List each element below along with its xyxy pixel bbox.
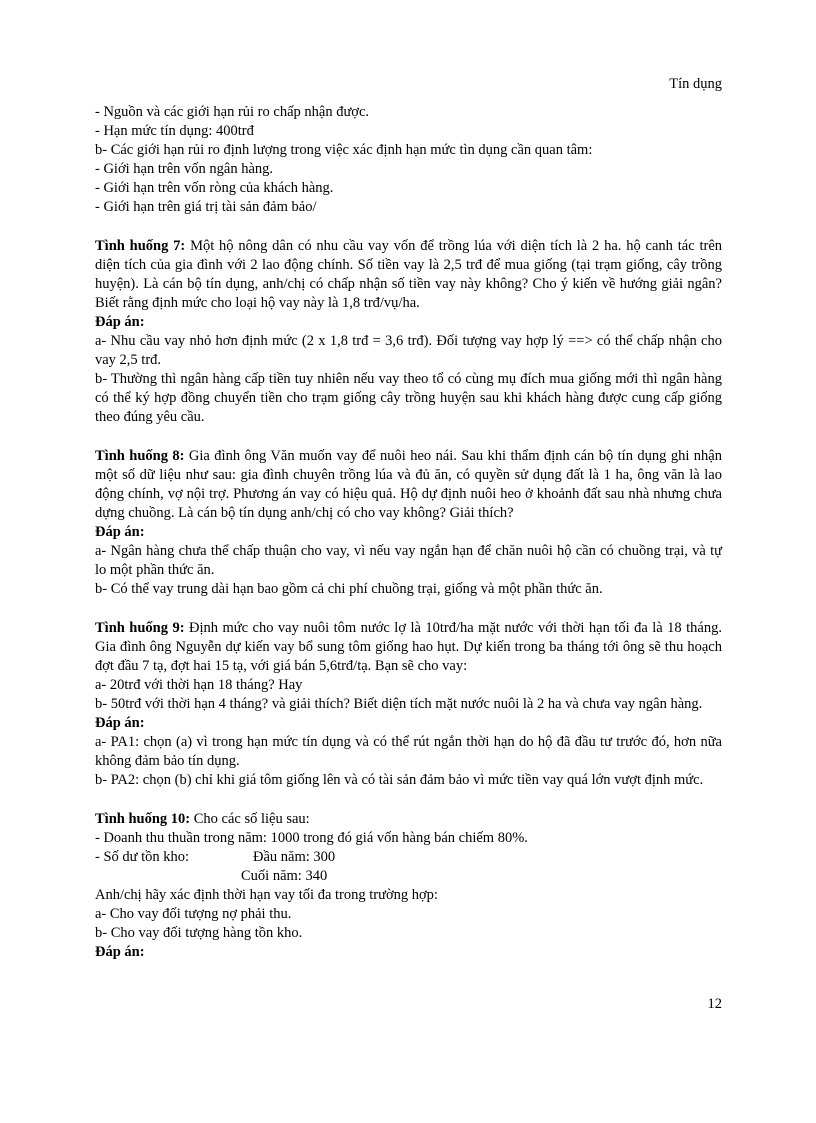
intro-line: - Nguồn và các giới hạn rủi ro chấp nhận được. xyxy=(95,104,370,120)
case-9-option-a: a- 20trđ với thời hạn 18 tháng? Hay xyxy=(95,677,303,693)
case-9-answer-b: b- PA2: chọn (b) chỉ khi giá tôm giống lên và có tài sản đảm bảo vì mức tiền vay quá lớn vượt định mức. xyxy=(95,772,704,788)
intro-line: - Giới hạn trên giá trị tài sản đảm bảo/ xyxy=(95,199,317,215)
case-7-label: Tình huống 7: xyxy=(95,238,186,254)
case-8-question: Tình huống 8: Gia đình ông Văn muốn vay để nuôi heo nái. Sau khi thẩm định cán bộ tín dụng ghi nhận một số dữ liệu như sau: gia đình chuyên trồng lúa và đủ ăn, có quyền sử dụng đất là 1 ha, ông văn là lao động chính, vợ nội trợ. Phương án vay có hiệu quả. Hộ dự định nuôi heo ở khoảnh đất sau nhà nhưng chưa dựng chuồng. Là cán bộ tín dụng anh/chị có cho vay không? Giải thích? xyxy=(95,448,722,521)
intro-line: b- Các giới hạn rủi ro định lượng trong việc xác định hạn mức tìn dụng cần quan tâm: xyxy=(95,142,593,158)
case-10-revenue: - Doanh thu thuần trong năm: 1000 trong đó giá vốn hàng bán chiếm 80%. xyxy=(95,830,528,846)
intro-line: - Hạn mức tín dụng: 400trđ xyxy=(95,123,254,139)
case-7-question: Tình huống 7: Một hộ nông dân có nhu cầu vay vốn để trồng lúa với diện tích là 2 ha. hộ canh tác trên diện tích của gia đình với 2 lao động chính. Số tiền vay là 2,5 trđ để mua giống (tại trạm giống, cây trồng huyện). Là cán bộ tín dụng, anh/chị có chấp nhận số tiền vay này không? Cho ý kiến về hướng giải ngân? Biết rằng định mức cho loại hộ vay này là 1,8 trđ/vụ/ha. xyxy=(95,238,723,311)
case-9-label: Tình huống 9: xyxy=(95,620,185,636)
case-9-option-b: b- 50trđ với thời hạn 4 tháng? và giải thích? Biết diện tích mặt nước nuôi là 2 ha và chưa vay ngân hàng. xyxy=(95,696,703,712)
intro-line: - Giới hạn trên vốn ròng của khách hàng. xyxy=(95,180,334,196)
case-10-option-b: b- Cho vay đối tượng hàng tồn kho. xyxy=(95,925,303,941)
case-8-answer-a: a- Ngân hàng chưa thể chấp thuận cho vay, vì nếu vay ngắn hạn để chăn nuôi hộ cần có chuồng trại, và tự lo một phần thức ăn. xyxy=(95,543,722,578)
page-header: Tín dụng xyxy=(669,76,722,92)
intro-line: - Giới hạn trên vốn ngân hàng. xyxy=(95,161,274,177)
case-10-label: Tình huống 10: xyxy=(95,811,191,827)
case-10-prompt: Anh/chị hãy xác định thời hạn vay tối đa trong trường hợp: xyxy=(95,887,438,903)
case-7-answer-b: b- Thường thì ngân hàng cấp tiền tuy nhiên nếu vay theo tổ có cùng mụ đích mua giống mới thì ngân hàng có thể ký hợp đồng chuyển tiền cho trạm giống cây trồng huyện sau khi khách hàng được cung cấp giống theo đúng yêu cầu. xyxy=(95,371,722,425)
case-10-option-a: a- Cho vay đối tượng nợ phải thu. xyxy=(95,906,292,922)
case-8-answer-label: Đáp án: xyxy=(95,524,145,540)
case-7-answer-a: a- Nhu cầu vay nhỏ hơn định mức (2 x 1,8 trđ = 3,6 trđ). Đối tượng vay hợp lý ==> có thể chấp nhận cho vay 2,5 trđ. xyxy=(95,333,722,368)
case-8-label: Tình huống 8: xyxy=(95,448,185,464)
inventory-start: Đầu năm: 300 xyxy=(253,849,336,865)
case-9-answer-label: Đáp án: xyxy=(95,715,145,731)
case-8-answer-b: b- Có thể vay trung dài hạn bao gồm cả chi phí chuồng trại, giống và một phần thức ăn. xyxy=(95,581,603,597)
page-number: 12 xyxy=(707,996,722,1012)
inventory-label: - Số dư tồn kho: xyxy=(95,849,190,865)
case-10-question: Tình huống 10: Cho các số liệu sau: xyxy=(95,811,310,827)
case-10-answer-label: Đáp án: xyxy=(95,944,145,960)
inventory-end: Cuối năm: 340 xyxy=(241,868,328,884)
case-7-answer-label: Đáp án: xyxy=(95,314,145,330)
case-9-question: Tình huống 9: Định mức cho vay nuôi tôm nước lợ là 10trđ/ha mặt nước với thời hạn tối đa là 18 tháng. Gia đình ông Nguyễn dự kiến vay bổ sung tôm giống hao hụt. Dự kiến trong ba tháng tới ông sẽ thu hoạch đợt đầu 7 tạ, đợt hai 15 tạ, với giá bán 5,6trđ/tạ. Bạn sẽ cho vay: xyxy=(95,620,722,674)
case-10-inventory xyxy=(95,848,722,867)
case-9-answer-a: a- PA1: chọn (a) vì trong hạn mức tín dụng và có thể rút ngắn thời hạn do hộ đã đầu tư trước đó, hơn nữa không đảm bảo tín dụng. xyxy=(95,734,722,769)
page-body xyxy=(95,103,722,962)
